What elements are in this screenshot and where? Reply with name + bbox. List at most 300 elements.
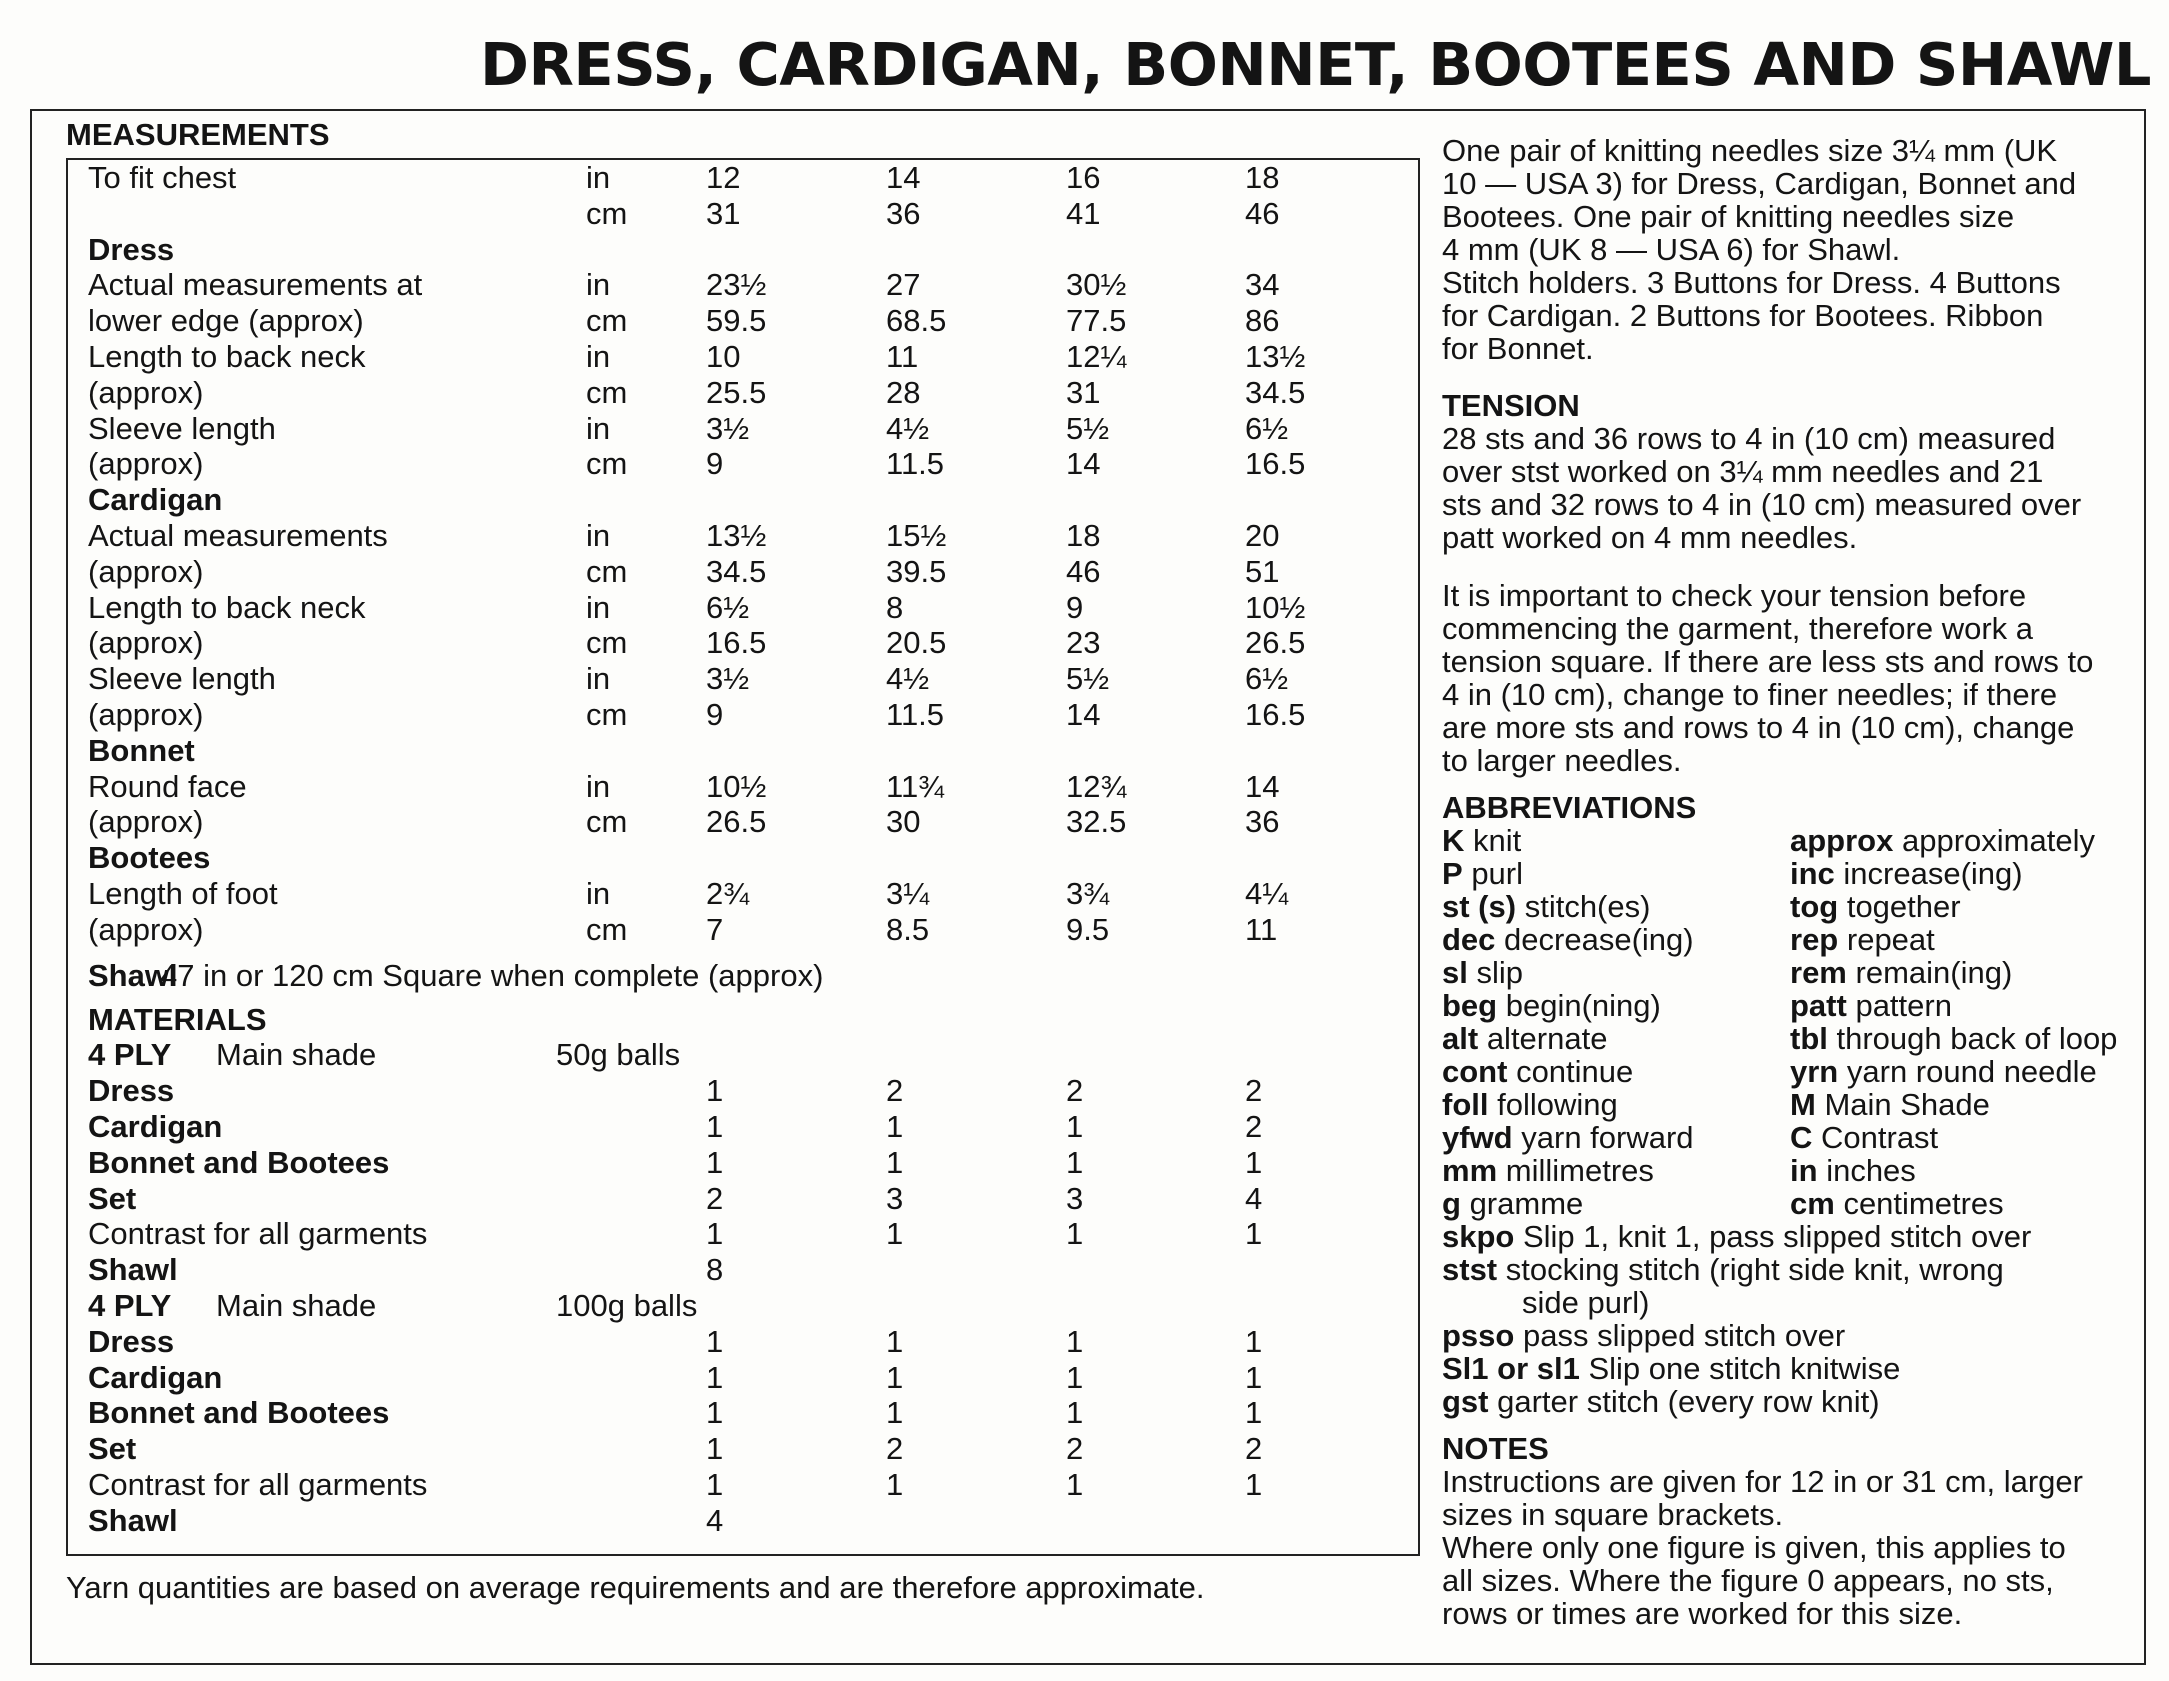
abbreviation-meaning: knit (1473, 823, 1522, 858)
size-value: 13½ (1245, 339, 1306, 374)
abbreviation-entry (1790, 923, 2117, 956)
abbreviation-key: P (1442, 856, 1463, 891)
size-value: 14 (886, 160, 921, 195)
measurement-row (0, 411, 1400, 447)
notes-heading: NOTES (1442, 1431, 1549, 1466)
materials-row (0, 1395, 1400, 1431)
size-value: 12¾ (1066, 769, 1127, 804)
garment-label: Shawl (88, 1252, 178, 1287)
ball-count: 1 (1066, 1467, 1084, 1502)
abbreviation-entry (1790, 857, 2117, 890)
size-value: 12¼ (1066, 339, 1127, 374)
materials-row (0, 1503, 1400, 1539)
ball-count: 3 (886, 1181, 904, 1216)
ball-count: 2 (1245, 1073, 1263, 1108)
measurement-row (0, 196, 1400, 232)
unit-label: cm (586, 697, 628, 732)
ball-count: 1 (706, 1109, 724, 1144)
materials-heading-row (0, 1002, 1400, 1038)
abbreviation-meaning: decrease(ing) (1504, 922, 1694, 957)
garment-label: Dress (88, 1324, 175, 1359)
size-value: 25.5 (706, 375, 767, 410)
size-value: 20 (1245, 518, 1280, 553)
measurement-label: (approx) (88, 554, 204, 589)
materials-row (0, 1360, 1400, 1396)
abbreviation-meaning: yarn forward (1521, 1120, 1694, 1155)
size-value: 68.5 (886, 303, 947, 338)
unit-label: in (586, 876, 611, 911)
size-value: 23 (1066, 625, 1101, 660)
abbreviation-key: skpo (1442, 1219, 1515, 1254)
ply-label: 4 PLY (88, 1037, 172, 1072)
abbreviation-key: yrn (1790, 1054, 1839, 1089)
abbreviation-meaning: garter stitch (every row knit) (1497, 1384, 1880, 1419)
size-value: 34 (1245, 267, 1280, 302)
abbreviation-entry (1790, 1088, 2117, 1121)
ball-count: 1 (706, 1145, 724, 1180)
ball-count: 2 (886, 1073, 904, 1108)
section-label: Bonnet (88, 733, 195, 768)
abbreviation-meaning: slip (1476, 955, 1523, 990)
needles-line: Bootees. One pair of knitting needles size (1442, 199, 2015, 234)
abbreviation-entry (1442, 1319, 2142, 1352)
abbreviation-meaning: Main Shade (1824, 1087, 1990, 1122)
tension-line: are more sts and rows to 4 in (10 cm), change (1442, 710, 2075, 745)
abbreviation-key: rep (1790, 922, 1839, 957)
measurement-row (0, 375, 1400, 411)
measurement-label: Length of foot (88, 876, 278, 911)
ball-count: 1 (886, 1109, 904, 1144)
measurement-row (0, 912, 1400, 948)
abbreviation-entry (1442, 1022, 1694, 1055)
abbreviation-key: alt (1442, 1021, 1479, 1056)
abbreviation-entry (1790, 890, 2117, 923)
unit-label: in (586, 590, 611, 625)
unit-label: cm (586, 625, 628, 660)
abbreviation-key: g (1442, 1186, 1461, 1221)
ball-count: 2 (1245, 1431, 1263, 1466)
measurement-label: Length to back neck (88, 590, 366, 625)
materials-row (0, 1467, 1400, 1503)
size-value: 6½ (1245, 411, 1289, 446)
size-value: 77.5 (1066, 303, 1127, 338)
size-value: 15½ (886, 518, 947, 553)
garment-label: Contrast for all garments (88, 1216, 428, 1251)
abbreviation-meaning: stitch(es) (1524, 889, 1651, 924)
ball-count: 1 (1066, 1360, 1084, 1395)
garment-label: Cardigan (88, 1360, 223, 1395)
measurement-label: (approx) (88, 804, 204, 839)
size-value: 6½ (1245, 661, 1289, 696)
measurement-label: Round face (88, 769, 247, 804)
abbreviations-grid (1442, 824, 2142, 1220)
abbreviation-key: foll (1442, 1087, 1489, 1122)
notes-line: sizes in square brackets. (1442, 1497, 1784, 1532)
ball-count: 1 (706, 1431, 724, 1466)
measurement-row (0, 840, 1400, 876)
needles-line: 4 mm (UK 8 — USA 6) for Shawl. (1442, 232, 1901, 267)
measurement-row (0, 804, 1400, 840)
ball-count: 2 (1066, 1073, 1084, 1108)
size-value: 3¾ (1066, 876, 1110, 911)
ball-count: 1 (886, 1467, 904, 1502)
size-value: 9 (706, 446, 724, 481)
measurement-row (0, 160, 1400, 196)
ball-count: 8 (706, 1252, 724, 1287)
abbreviation-entry (1442, 923, 1694, 956)
materials-row (0, 1145, 1400, 1181)
abbreviation-meaning: gramme (1469, 1186, 1584, 1221)
ball-count: 1 (1066, 1109, 1084, 1144)
page-title: DRESS, CARDIGAN, BONNET, BOOTEES AND SHAWL (480, 30, 2151, 99)
abbreviation-meaning: Slip one stitch knitwise (1588, 1351, 1901, 1386)
ball-count: 1 (1245, 1360, 1263, 1395)
abbreviation-entry (1790, 1154, 2117, 1187)
garment-label: Set (88, 1181, 137, 1216)
abbreviation-entry (1790, 1055, 2117, 1088)
materials-row (0, 1181, 1400, 1217)
ball-count: 4 (1245, 1181, 1263, 1216)
size-value: 39.5 (886, 554, 947, 589)
size-value: 9.5 (1066, 912, 1110, 947)
size-value: 9 (1066, 590, 1084, 625)
size-value: 30 (886, 804, 921, 839)
garment-label: Shawl (88, 1503, 178, 1538)
size-value: 4½ (886, 661, 930, 696)
abbreviation-entry (1790, 1187, 2117, 1220)
ball-count: 1 (706, 1216, 724, 1251)
needles-line: 10 — USA 3) for Dress, Cardigan, Bonnet and (1442, 166, 2077, 201)
ball-count: 1 (1066, 1395, 1084, 1430)
size-value: 14 (1066, 697, 1101, 732)
measurement-row (0, 446, 1400, 482)
abbreviation-key: cont (1442, 1054, 1508, 1089)
abbreviation-entry (1790, 1121, 2117, 1154)
abbreviation-meaning: purl (1471, 856, 1524, 891)
abbreviation-key: yfwd (1442, 1120, 1513, 1155)
abbreviation-meaning: alternate (1486, 1021, 1608, 1056)
ball-count: 1 (706, 1324, 724, 1359)
ball-count: 1 (706, 1467, 724, 1502)
size-value: 8.5 (886, 912, 930, 947)
size-value: 11 (886, 339, 919, 374)
materials-group-header (0, 1037, 1400, 1073)
abbreviation-entry (1790, 824, 2117, 857)
size-value: 26.5 (706, 804, 767, 839)
abbreviation-meaning: increase(ing) (1843, 856, 2023, 891)
measurement-row (0, 661, 1400, 697)
tension-line: It is important to check your tension before (1442, 578, 2027, 613)
unit-label: in (586, 160, 611, 195)
abbreviation-meaning: Contrast (1821, 1120, 1939, 1155)
size-value: 16.5 (1245, 697, 1306, 732)
size-value: 16 (1066, 160, 1101, 195)
ball-count: 1 (706, 1073, 724, 1108)
materials-row (0, 1252, 1400, 1288)
needles-section (1442, 134, 2142, 365)
tension-paragraph-1 (1442, 422, 2142, 554)
ball-count: 1 (886, 1395, 904, 1430)
unit-label: in (586, 339, 611, 374)
notes-line: all sizes. Where the figure 0 appears, no sts, (1442, 1563, 2054, 1598)
measurement-row (0, 733, 1400, 769)
abbreviation-meaning: continue (1516, 1054, 1634, 1089)
measurement-row (0, 267, 1400, 303)
size-value: 36 (886, 196, 921, 231)
needles-line: One pair of knitting needles size 3¼ mm (UK (1442, 133, 2058, 168)
garment-label: Bonnet and Bootees (88, 1395, 390, 1430)
ball-count: 1 (706, 1395, 724, 1430)
garment-label: Bonnet and Bootees (88, 1145, 390, 1180)
ball-weight: 100g balls (556, 1288, 698, 1323)
tension-line: tension square. If there are less sts and rows to (1442, 644, 2094, 679)
abbreviations-right (1790, 824, 2117, 1220)
unit-label: cm (586, 554, 628, 589)
size-value: 4¼ (1245, 876, 1289, 911)
abbreviation-key: beg (1442, 988, 1498, 1023)
size-value: 11.5 (886, 697, 945, 732)
size-value: 4½ (886, 411, 930, 446)
size-value: 11¾ (886, 769, 945, 804)
size-value: 31 (1066, 375, 1101, 410)
measurement-row (0, 554, 1400, 590)
ply-label: 4 PLY (88, 1288, 172, 1323)
size-value: 30½ (1066, 267, 1127, 302)
measurement-label: (approx) (88, 697, 204, 732)
measurement-row (0, 769, 1400, 805)
shawl-size-text: 47 in or 120 cm Square when complete (approx) (160, 958, 824, 993)
abbreviation-key: mm (1442, 1153, 1498, 1188)
materials-row (0, 1073, 1400, 1109)
abbreviation-meaning: pass slipped stitch over (1522, 1318, 1846, 1353)
notes-text (1442, 1465, 2142, 1630)
tension-line: sts and 32 rows to 4 in (10 cm) measured over (1442, 487, 2082, 522)
size-value: 3½ (706, 661, 750, 696)
size-value: 11.5 (886, 446, 945, 481)
abbreviation-meaning: millimetres (1505, 1153, 1654, 1188)
size-value: 5½ (1066, 661, 1110, 696)
size-value: 16.5 (706, 625, 767, 660)
abbreviation-entry (1442, 989, 1694, 1022)
abbreviation-entry (1442, 890, 1694, 923)
abbreviation-key: cm (1790, 1186, 1835, 1221)
ball-count: 1 (1245, 1216, 1263, 1251)
abbreviations-heading: ABBREVIATIONS (1442, 790, 1697, 825)
abbreviation-key: in (1790, 1153, 1818, 1188)
abbreviation-meaning: Slip 1, knit 1, pass slipped stitch over (1522, 1219, 2032, 1254)
section-label: Dress (88, 232, 175, 267)
size-value: 51 (1245, 554, 1280, 589)
measurement-label: To fit chest (88, 160, 237, 195)
measurement-label: (approx) (88, 625, 204, 660)
size-value: 12 (706, 160, 741, 195)
abbreviation-key: patt (1790, 988, 1847, 1023)
shade-label: Main shade (216, 1037, 377, 1072)
ball-count: 1 (886, 1216, 904, 1251)
size-value: 3½ (706, 411, 750, 446)
size-value: 23½ (706, 267, 767, 302)
garment-label: Dress (88, 1073, 175, 1108)
measurements-heading: MEASUREMENTS (66, 117, 330, 152)
shawl-label: Shawl (88, 958, 178, 993)
size-value: 34.5 (706, 554, 767, 589)
size-value: 28 (886, 375, 921, 410)
abbreviation-entry (1790, 1022, 2117, 1055)
abbreviation-key: st (s) (1442, 889, 1517, 924)
abbreviation-meaning: through back of loop (1836, 1021, 2118, 1056)
measurement-label: Length to back neck (88, 339, 366, 374)
unit-label: cm (586, 446, 628, 481)
unit-label: in (586, 267, 611, 302)
size-value: 86 (1245, 303, 1280, 338)
ball-count: 1 (886, 1324, 904, 1359)
abbreviation-key: tog (1790, 889, 1839, 924)
measurement-row (0, 232, 1400, 268)
size-value: 41 (1066, 196, 1101, 231)
unit-label: cm (586, 375, 628, 410)
needles-line: for Bonnet. (1442, 331, 1594, 366)
notes-line: Instructions are given for 12 in or 31 cm, larger (1442, 1464, 2083, 1499)
size-value: 36 (1245, 804, 1280, 839)
size-value: 10½ (1245, 590, 1306, 625)
measurement-row (0, 518, 1400, 554)
size-value: 13½ (706, 518, 767, 553)
garment-label: Contrast for all garments (88, 1467, 428, 1502)
abbreviation-meaning: centimetres (1843, 1186, 2004, 1221)
size-value: 6½ (706, 590, 750, 625)
abbreviation-key: inc (1790, 856, 1835, 891)
size-value: 11 (1245, 912, 1278, 947)
size-value: 20.5 (886, 625, 947, 660)
abbreviation-entry (1442, 1352, 2142, 1385)
ball-count: 1 (1245, 1324, 1263, 1359)
abbreviation-entry (1790, 989, 2117, 1022)
size-value: 14 (1066, 446, 1101, 481)
abbreviation-entry (1790, 956, 2117, 989)
size-value: 46 (1245, 196, 1280, 231)
shade-label: Main shade (216, 1288, 377, 1323)
notes-line: rows or times are worked for this size. (1442, 1596, 1963, 1631)
measurement-row (0, 625, 1400, 661)
abbreviation-key: C (1790, 1120, 1813, 1155)
unit-label: cm (586, 196, 628, 231)
unit-label: in (586, 411, 611, 446)
garment-label: Set (88, 1431, 137, 1466)
abbreviation-entry (1442, 1154, 1694, 1187)
section-label: Cardigan (88, 482, 223, 517)
size-value: 7 (706, 912, 724, 947)
abbreviation-entry (1442, 1253, 2142, 1286)
abbreviation-meaning: pattern (1855, 988, 1952, 1023)
abbreviation-key: K (1442, 823, 1465, 858)
size-value: 31 (706, 196, 741, 231)
ball-count: 1 (1245, 1395, 1263, 1430)
abbreviation-entry (1442, 1055, 1694, 1088)
measurement-row (0, 303, 1400, 339)
ball-count: 1 (1066, 1216, 1084, 1251)
abbreviation-meaning: stocking stitch (right side knit, wrong (1505, 1252, 2004, 1287)
unit-label: cm (586, 303, 628, 338)
tension-line: over stst worked on 3¼ mm needles and 21 (1442, 454, 2044, 489)
unit-label: cm (586, 912, 628, 947)
abbreviation-key: tbl (1790, 1021, 1828, 1056)
ball-count: 1 (1066, 1145, 1084, 1180)
abbreviation-meaning: side purl) (1522, 1285, 1650, 1320)
abbreviations-left (1442, 824, 1694, 1220)
abbreviation-key: psso (1442, 1318, 1515, 1353)
materials-row (0, 1216, 1400, 1252)
abbreviation-key: dec (1442, 922, 1496, 957)
materials-row (0, 1324, 1400, 1360)
measurement-label: Actual measurements (88, 518, 388, 553)
needles-line: Stitch holders. 3 Buttons for Dress. 4 Buttons (1442, 265, 2061, 300)
measurement-row (0, 339, 1400, 375)
abbreviation-key: approx (1790, 823, 1894, 858)
measurement-label: (approx) (88, 912, 204, 947)
ball-count: 1 (706, 1360, 724, 1395)
tension-line: to larger needles. (1442, 743, 1682, 778)
size-value: 5½ (1066, 411, 1110, 446)
size-value: 59.5 (706, 303, 767, 338)
ball-count: 2 (1066, 1431, 1084, 1466)
abbreviation-key: rem (1790, 955, 1847, 990)
abbreviation-key: stst (1442, 1252, 1498, 1287)
abbreviation-meaning: together (1846, 889, 1961, 924)
size-value: 26.5 (1245, 625, 1306, 660)
size-value: 34.5 (1245, 375, 1306, 410)
ball-weight: 50g balls (556, 1037, 681, 1072)
abbreviation-entry (1442, 1187, 1694, 1220)
measurement-row (0, 876, 1400, 912)
abbreviation-meaning: approximately (1901, 823, 2095, 858)
materials-row (0, 1431, 1400, 1467)
yarn-footnote: Yarn quantities are based on average requirements and are therefore approximate. (66, 1570, 1205, 1605)
ball-count: 1 (886, 1145, 904, 1180)
abbreviation-entry (1442, 1220, 2142, 1253)
measurement-label: (approx) (88, 375, 204, 410)
abbreviation-key: sl (1442, 955, 1468, 990)
abbreviation-entry (1442, 1385, 2142, 1418)
abbreviation-meaning: inches (1826, 1153, 1916, 1188)
section-label: Bootees (88, 840, 211, 875)
abbreviation-key: M (1790, 1087, 1816, 1122)
unit-label: in (586, 518, 611, 553)
ball-count: 1 (1245, 1467, 1263, 1502)
ball-count: 1 (1245, 1145, 1263, 1180)
size-value: 18 (1245, 160, 1280, 195)
abbreviation-key: Sl1 or sl1 (1442, 1351, 1580, 1386)
size-value: 3¼ (886, 876, 930, 911)
size-value: 46 (1066, 554, 1101, 589)
abbreviation-entry (1442, 857, 1694, 890)
tension-heading: TENSION (1442, 388, 1580, 423)
abbreviation-meaning: repeat (1846, 922, 1935, 957)
ball-count: 1 (886, 1360, 904, 1395)
ball-count: 3 (1066, 1181, 1084, 1216)
size-value: 10 (706, 339, 741, 374)
abbreviation-entry (1442, 824, 1694, 857)
size-value: 32.5 (1066, 804, 1127, 839)
size-value: 9 (706, 697, 724, 732)
size-value: 14 (1245, 769, 1280, 804)
materials-group-header (0, 1288, 1400, 1324)
size-value: 16.5 (1245, 446, 1306, 481)
tension-paragraph-2 (1442, 579, 2142, 777)
size-value: 18 (1066, 518, 1101, 553)
measurement-label: Sleeve length (88, 661, 276, 696)
needles-line: for Cardigan. 2 Buttons for Bootees. Ribbon (1442, 298, 2044, 333)
materials-row (0, 1109, 1400, 1145)
